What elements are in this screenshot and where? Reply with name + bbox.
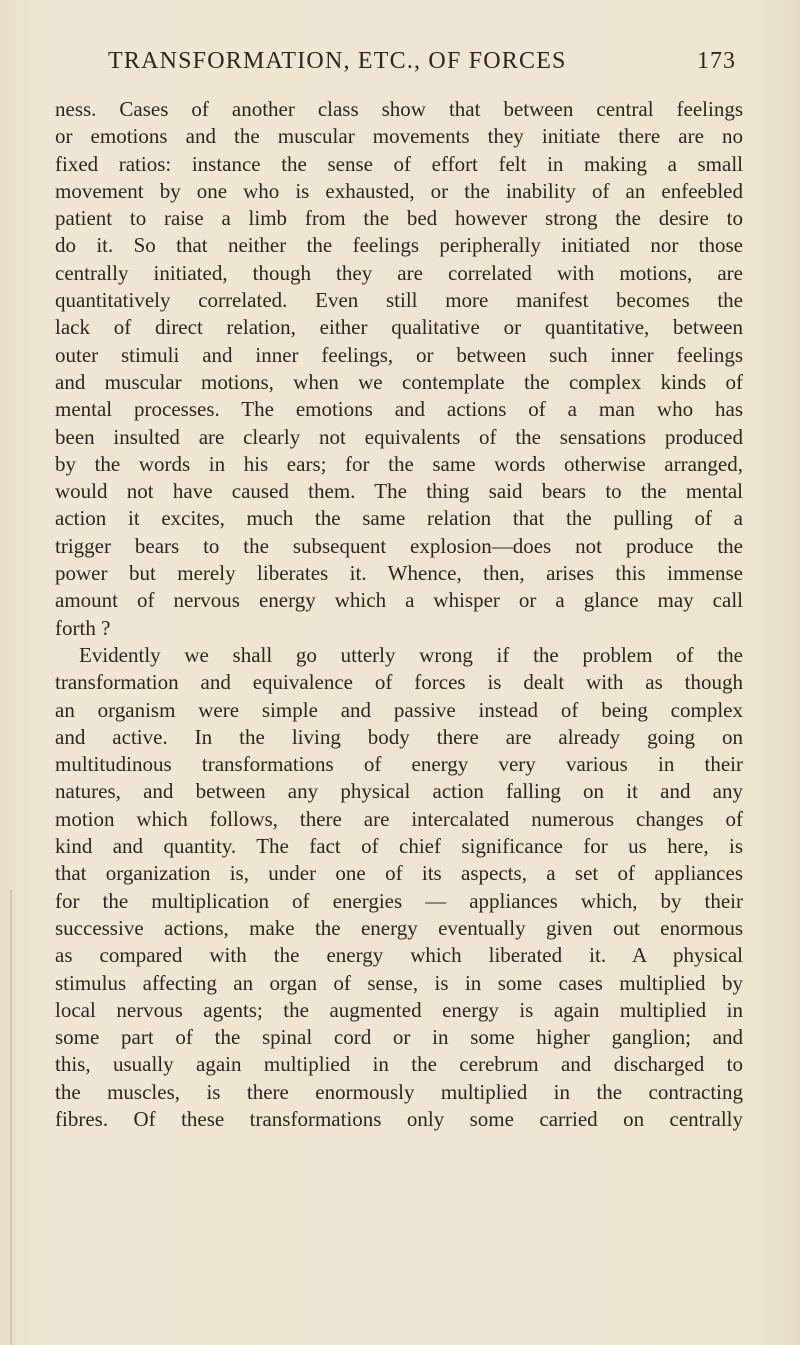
text-line: outer stimuli and inner feelings, or between such inner feelings [55, 342, 743, 367]
paragraph-1 [55, 96, 743, 642]
text-line: that organization is, under one of its aspects, a set of appliances [55, 861, 743, 886]
text-line: been insulted are clearly not equivalents of the sensations produced [55, 424, 743, 449]
text-line: the muscles, is there enormously multiplied in the contracting [55, 1079, 743, 1104]
text-line: ness. Cases of another class show that between central feelings [55, 97, 743, 121]
text-line: power but merely liberates it. Whence, then, arises this immense [55, 561, 743, 586]
running-title: TRANSFORMATION, ETC., OF FORCES [108, 48, 567, 74]
text-line: this, usually again multiplied in the cerebrum and discharged to [55, 1052, 743, 1077]
text-line: stimulus affecting an organ of sense, is in some cases multiplied by [55, 970, 743, 995]
text-line: local nervous agents; the augmented energy is again multiplied in [55, 997, 743, 1022]
page-number: 173 [697, 48, 736, 74]
text-line: by the words in his ears; for the same words otherwise arranged, [55, 451, 743, 476]
text-line: multitudinous transformations of energy very various in their [55, 752, 743, 777]
text-line: kind and quantity. The fact of chief significance for us here, is [55, 834, 743, 859]
text-line: movement by one who is exhausted, or the inability of an enfeebled [55, 178, 743, 203]
text-line: Evidently we shall go utterly wrong if the problem of the [79, 642, 743, 667]
text-line: trigger bears to the subsequent explosion—does not produce the [55, 533, 743, 558]
text-line: and active. In the living body there are already going on [55, 724, 743, 749]
text-line: successive actions, make the energy eventually given out enormous [55, 915, 743, 940]
text-line: motion which follows, there are intercalated numerous changes of [55, 806, 743, 831]
text-line: quantitatively correlated. Even still more manifest becomes the [55, 288, 743, 313]
text-line: fibres. Of these transformations only some carried on centrally [55, 1106, 743, 1131]
text-line: centrally initiated, though they are correlated with motions, are [55, 260, 743, 285]
text-line: patient to raise a limb from the bed however strong the desire to [55, 206, 743, 231]
body-text [55, 96, 743, 1133]
text-line: as compared with the energy which liberated it. A physical [55, 943, 743, 968]
text-line: do it. So that neither the feelings peripherally initiated nor those [55, 233, 743, 258]
text-line: fixed ratios: instance the sense of effort felt in making a small [55, 151, 743, 176]
text-line: or emotions and the muscular movements they initiate there are no [55, 124, 743, 149]
text-line: action it excites, much the same relation that the pulling of a [55, 506, 743, 531]
text-line: some part of the spinal cord or in some higher ganglion; and [55, 1025, 743, 1050]
text-line: lack of direct relation, either qualitative or quantitative, between [55, 315, 743, 340]
text-line: and muscular motions, when we contemplate the complex kinds of [55, 369, 743, 394]
text-line: for the multiplication of energies — appliances which, by their [55, 888, 743, 913]
text-line: natures, and between any physical action falling on it and any [55, 779, 743, 804]
text-line: an organism were simple and passive instead of being complex [55, 697, 743, 722]
text-line: amount of nervous energy which a whisper or a glance may call [55, 588, 743, 613]
text-line: transformation and equivalence of forces is dealt with as though [55, 670, 743, 695]
page-edge-shadow [10, 890, 12, 1345]
text-line: mental processes. The emotions and actions of a man who has [55, 397, 743, 422]
text-line: would not have caused them. The thing said bears to the mental [55, 479, 743, 504]
text-line: forth ? [55, 615, 111, 640]
paragraph-2 [55, 642, 743, 1133]
page-header [108, 48, 736, 78]
